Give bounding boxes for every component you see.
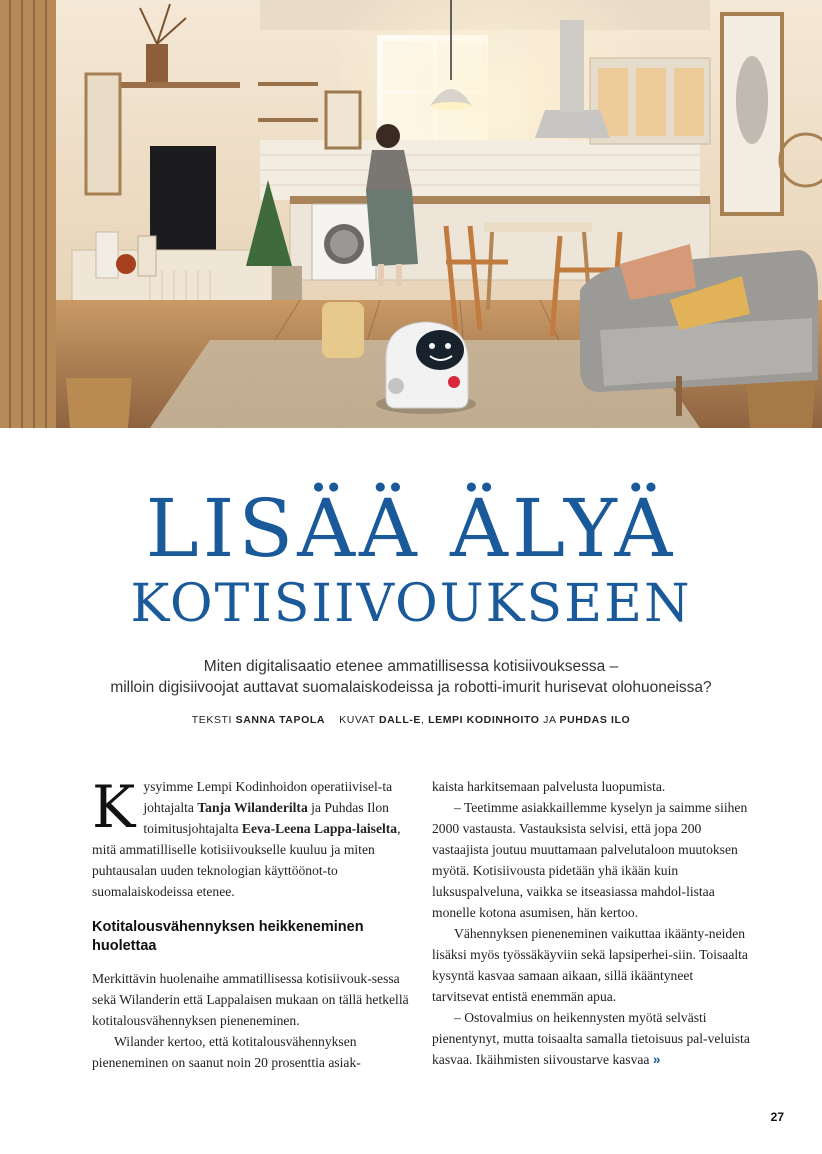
credits-photos-1: DALL-E bbox=[378, 714, 422, 726]
headline-line-2: KOTISIIVOUKSEEN bbox=[130, 574, 692, 634]
article-credits: TEKSTI SANNA TAPOLA KUVAT DALL-E, LEMPI KODINHOITO JA PUHDAS ILO bbox=[191, 714, 631, 726]
section-subhead: Kotitalousvähennyksen heikkeneminen huolettaa bbox=[92, 919, 364, 954]
credits-photos-3: PUHDAS ILO bbox=[559, 714, 631, 726]
drop-cap: K bbox=[92, 773, 136, 841]
credits-text-label: TEKSTI bbox=[191, 714, 233, 726]
lead-line-2: milloin digisiivoojat auttavat suomalaiskodeissa ja robotti-imurit hurisevat olohuoneissa? bbox=[110, 679, 712, 696]
credits-photos-label: KUVAT bbox=[339, 714, 376, 726]
body-paragraph: – Teetimme asiakkaillemme kyselyn ja saimme siihen 2000 vastausta. Vastauksista selvisi, että jopa 200 vastaajista joutuu muuttamaan palvelutaloon muutoksen myötä. Kotisiivousta pidetään yhä ikään kuin luksuspalveluna, vaikka se itseasiassa mahdol-listaa monelle kotona asumisen, hän kertoo. bbox=[432, 800, 748, 920]
intro-text-2: ja Puhdas Ilon toimitusjohtajalta bbox=[143, 800, 389, 836]
credits-author: SANNA TAPOLA bbox=[235, 714, 326, 726]
hero-illustration bbox=[0, 0, 822, 428]
intro-text-1: ysyimme Lempi Kodinhoidon operatiivisel-ta johtajalta bbox=[143, 779, 393, 815]
headline-line-1: LISÄÄ ÄLYÄ bbox=[145, 482, 677, 575]
body-column-right bbox=[432, 776, 750, 1070]
body-paragraph: kaista harkitsemaan palvelusta luopumista. bbox=[432, 779, 666, 794]
lead-line-1: Miten digitalisaatio etenee ammatillisessa kotisiivouksessa – bbox=[203, 658, 619, 675]
article-lead bbox=[60, 656, 762, 698]
page-number: 27 bbox=[770, 1110, 784, 1124]
intro-text-3: , mitä ammatilliselle kotisiivoukselle kuuluu ja miten puhtausalan uuden teknologian käyttöönot-to suomalaiskodeissa etenee. bbox=[92, 821, 401, 899]
credits-and: JA bbox=[543, 714, 556, 726]
body-column-left bbox=[92, 773, 410, 1073]
credits-photos-2: LEMPI KODINHOITO bbox=[428, 714, 540, 726]
body-paragraph: Wilander kertoo, että kotitalousvähennyksen pieneneminen on saanut noin 20 prosenttia asiak- bbox=[92, 1034, 361, 1070]
body-paragraph: Merkittävin huolenaihe ammatillisessa kotisiivouk-sessa sekä Wilanderin että Lappalaisen mukaan on tällä hetkellä kotitalousvähennyksen pieneneminen. bbox=[92, 971, 409, 1028]
body-paragraph: Vähennyksen pieneneminen vaikuttaa ikäänty-neiden lisäksi myös työssäkäyviin sekä lapsiperhei-siin. Toisaalta kysyntä kasvaa samaan aikaan, sillä ikääntyneet tarvitsevat entistä enemmän apua. bbox=[432, 926, 748, 1004]
article-headline bbox=[0, 482, 822, 634]
intro-paragraph bbox=[92, 773, 410, 902]
body-paragraph-text: – Ostovalmius on heikennysten myötä selvästi pienentynyt, mutta toisaalta samalla tietoisuus pal-veluista kasvaa. Ikäihmisten siivoustarve kasvaa bbox=[432, 1010, 750, 1067]
continue-arrow-icon: » bbox=[652, 1052, 661, 1067]
body-paragraph bbox=[432, 1007, 750, 1070]
kitchen-living-room-image bbox=[0, 0, 822, 428]
intro-name-wilander: Tanja Wilanderilta bbox=[197, 800, 308, 815]
intro-name-lappalainen: Eeva-Leena Lappa-laiselta bbox=[241, 821, 398, 836]
